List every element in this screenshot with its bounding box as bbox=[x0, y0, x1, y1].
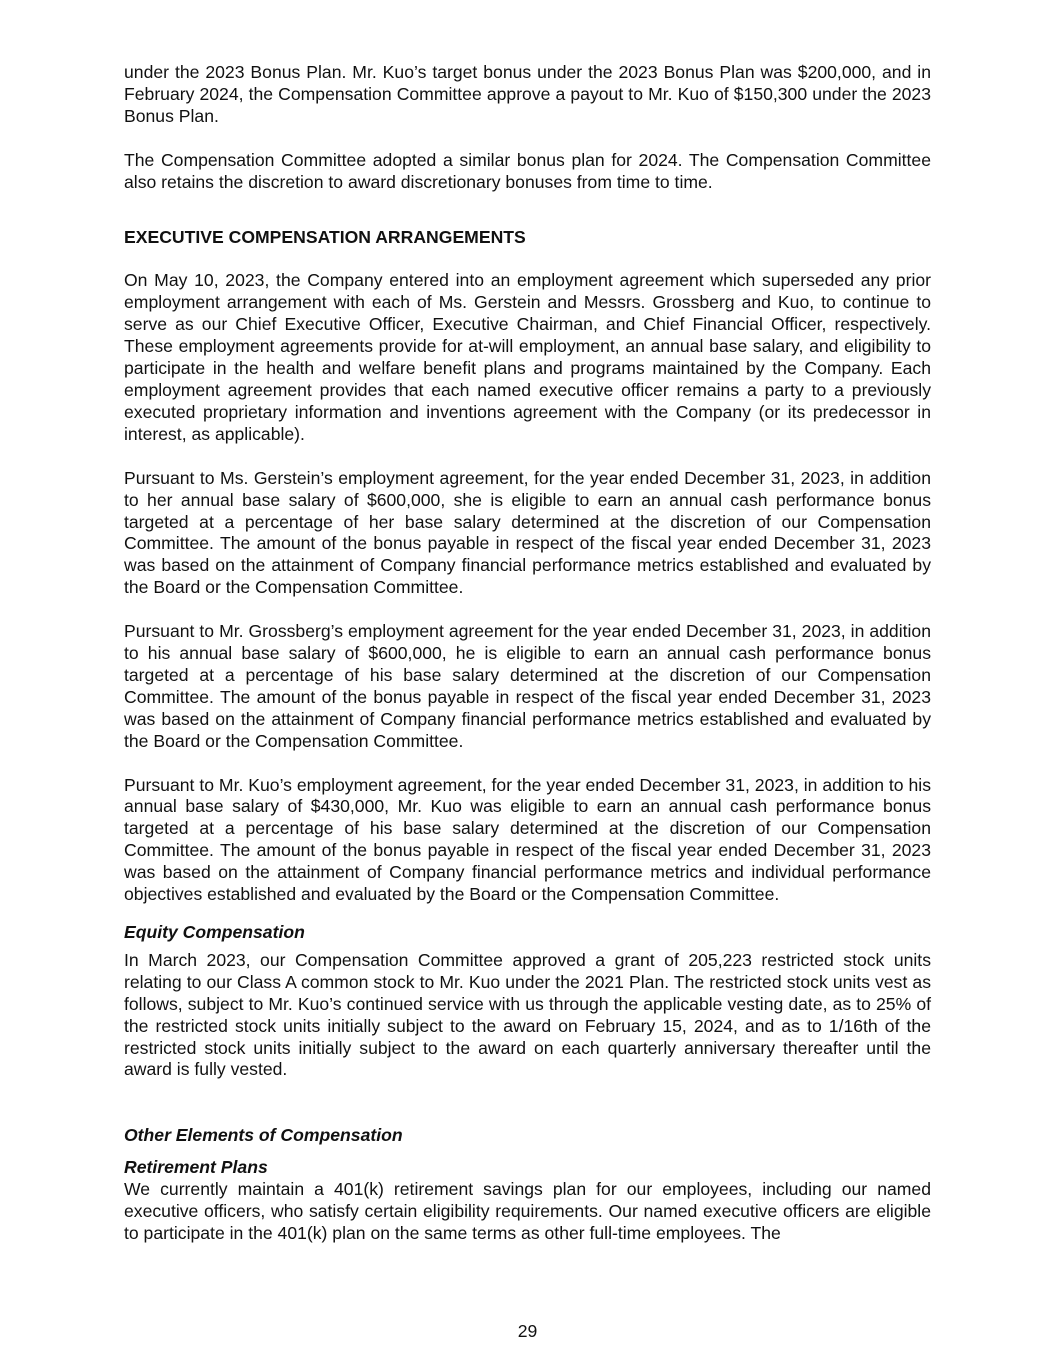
exec-arrangements-heading: EXECUTIVE COMPENSATION ARRANGEMENTS bbox=[124, 226, 526, 247]
bonus-plan-2024-paragraph: The Compensation Committee adopted a similar bonus plan for 2024. The Compensation Committee also retains the discretion to award discretionary bonuses from time to time. bbox=[124, 149, 931, 192]
equity-compensation-paragraph: In March 2023, our Compensation Committee approved a grant of 205,223 restricted stock units relating to our Class A common stock to Mr. Kuo under the 2021 Plan. The restricted stock units vest as follows, subject to Mr. Kuo’s continued service with us through the applicable vesting date, as to 25% of the restricted stock units initially subject to the award on February 15, 2024, and as to 1/16th of the restricted stock units initially subject to the award on each quarterly anniversary thereafter until the award is fully vested. bbox=[124, 949, 931, 1080]
gerstein-agreement-paragraph: Pursuant to Ms. Gerstein’s employment agreement, for the year ended December 31, 2023, in addition to her annual base salary of $600,000, she is eligible to earn an annual cash performance bonus targeted at a percentage of her base salary determined at the discretion of our Compensation Committee. The amount of the bonus payable in respect of the fiscal year ended December 31, 2023 was based on the attainment of Company financial performance metrics established and evaluated by the Board or the Compensation Committee. bbox=[124, 467, 931, 598]
retirement-plans-subheading: Retirement Plans bbox=[124, 1157, 268, 1178]
employment-agreement-paragraph: On May 10, 2023, the Company entered into an employment agreement which superseded any prior employment arrangement with each of Ms. Gerstein and Messrs. Grossberg and Kuo, to continue to serve as our Chief Executive Officer, Executive Chairman, and Chief Financial Officer, respectively. These employment agreements provide for at-will employment, an annual base salary, and eligibility to participate in the health and welfare benefit plans and programs maintained by the Company. Each employment agreement provides that each named executive officer remains a party to a previously executed proprietary information and inventions agreement with the Company (or its predecessor in interest, as applicable). bbox=[124, 270, 931, 444]
kuo-agreement-paragraph: Pursuant to Mr. Kuo’s employment agreement, for the year ended December 31, 2023, in addition to his annual base salary of $430,000, Mr. Kuo was eligible to earn an annual cash performance bonus targeted at a percentage of his base salary determined at the discretion of our Compensation Committee. The amount of the bonus payable in respect of the fiscal year ended December 31, 2023 was based on the attainment of Company financial performance metrics and individual performance objectives established and evaluated by the Board or the Compensation Committee. bbox=[124, 774, 931, 905]
equity-compensation-heading: Equity Compensation bbox=[124, 922, 305, 942]
grossberg-agreement-paragraph: Pursuant to Mr. Grossberg’s employment agreement for the year ended December 31, 2023, in addition to his annual base salary of $600,000, he is eligible to earn an annual cash performance bonus targeted at a percentage of his base salary determined at the discretion of our Compensation Committee. The amount of the bonus payable in respect of the fiscal year ended December 31, 2023 was based on the attainment of Company financial performance metrics established and evaluated by the Board or the Compensation Committee. bbox=[124, 621, 931, 751]
retirement-plans-paragraph: We currently maintain a 401(k) retirement savings plan for our employees, including our named executive officers, who satisfy certain eligibility requirements. Our named executive officers are eligible to participate in the 401(k) plan on the same terms as other full-time employees. The bbox=[124, 1179, 931, 1243]
document-page bbox=[124, 62, 931, 1245]
page-number: 29 bbox=[517, 1321, 538, 1341]
other-elements-heading: Other Elements of Compensation bbox=[124, 1125, 403, 1146]
bonus-plan-paragraph: under the 2023 Bonus Plan. Mr. Kuo’s target bonus under the 2023 Bonus Plan was $200,000, and in February 2024, the Compensation Committee approve a payout to Mr. Kuo of $150,300 under the 2023 Bonus Plan. bbox=[124, 62, 931, 126]
